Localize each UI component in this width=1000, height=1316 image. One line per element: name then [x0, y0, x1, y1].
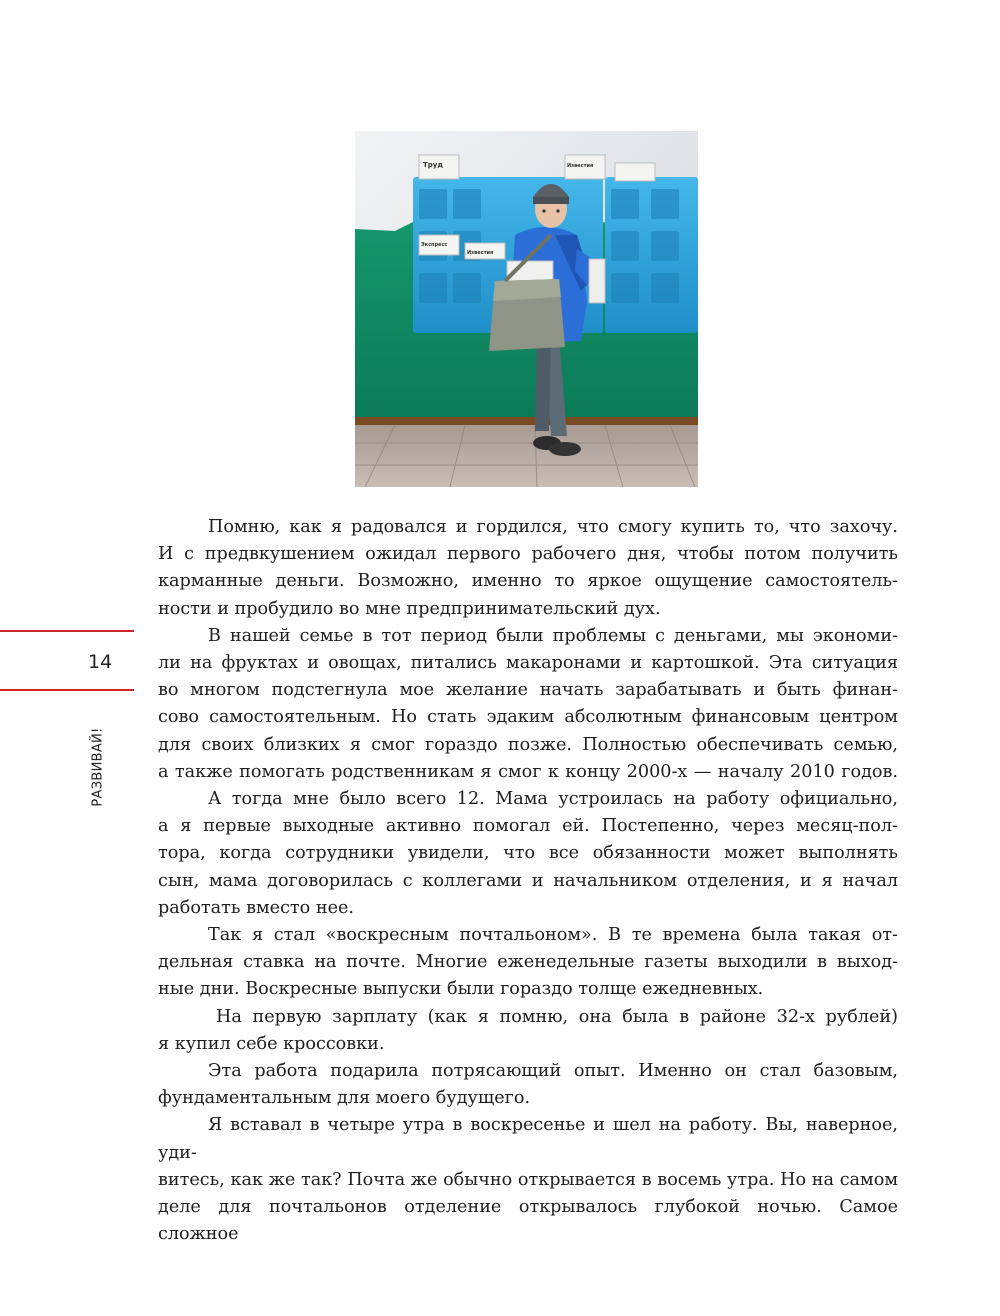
text-line: а я первые выходные активно помогал ей. Постепенно, через месяц-пол-: [158, 816, 898, 837]
text-line: карманные деньги. Возможно, именно то яркое ощущение самостоятель-: [158, 571, 898, 592]
text-line: ные дни. Воскресные выпуски были гораздо толще ежедневных.: [158, 979, 764, 1000]
running-title: РАЗВИВАЙ!: [90, 727, 106, 807]
text-line: Помню, как я радовался и гордился, что смогу купить то, что захочу.: [208, 517, 898, 537]
margin-rule-top: [0, 630, 134, 632]
text-line: тора, когда сотрудники увидели, что все обязанности может выполнять: [158, 843, 898, 864]
mailbox-panel: [605, 177, 698, 333]
text-line: ности и пробудило во мне предпринимательский дух.: [158, 598, 661, 619]
text-line: На первую зарплату (как я помню, она была в районе 32-х рублей): [216, 1006, 898, 1027]
text-line: я купил себе кроссовки.: [158, 1033, 385, 1054]
newspaper-label: Известия: [567, 163, 594, 169]
body-text: [158, 514, 898, 1248]
text-line: деле для почтальонов отделение открывалось глубокой ночью. Самое сложное: [158, 1197, 898, 1245]
illustration: [355, 131, 698, 487]
text-line: сово самостоятельным. Но стать эдаким абсолютным финансовым центром: [158, 707, 898, 728]
text-line: витесь, как же так? Почта же обычно открывается в восемь утра. Но на самом: [158, 1169, 898, 1190]
text-line: А тогда мне было всего 12. Мама устроилась на работу официально,: [208, 789, 898, 810]
text-line: И с предвкушением ожидал первого рабочего дня, чтобы потом получить: [158, 544, 898, 565]
text-line: дельная ставка на почте. Многие еженедельные газеты выходили в выход-: [158, 952, 898, 973]
text-line: Эта работа подарила потрясающий опыт. Именно он стал базовым,: [208, 1061, 898, 1082]
newspaper-label: Известия: [467, 250, 494, 256]
text-line: Я вставал в четыре утра в воскресенье и шел на работу. Вы, наверное, уди-: [158, 1115, 898, 1163]
page-number: 14: [88, 651, 113, 673]
text-line: фундаментальным для моего будущего.: [158, 1088, 531, 1109]
margin-rule-bottom: [0, 689, 134, 691]
text-line: работать вместо нее.: [158, 897, 354, 918]
text-line: ли на фруктах и овощах, питались макаронами и картошкой. Эта ситуация: [158, 653, 898, 674]
text-line: во многом подстегнула мое желание начать зарабатывать и быть финан-: [158, 680, 898, 701]
text-line: а также помогать родственникам я смог к концу 2000-х — началу 2010 годов.: [158, 761, 898, 782]
newspaper-label: Экспресс: [421, 242, 448, 248]
newspaper-label: Труд: [423, 161, 444, 169]
text-line: для своих близких я смог гораздо позже. Полностью обеспечивать семью,: [158, 734, 898, 755]
text-line: сын, мама договорилась с коллегами и начальником отделения, и я начал: [158, 870, 898, 891]
text-line: В нашей семье в тот период были проблемы с деньгами, мы экономи-: [208, 625, 898, 646]
text-line: Так я стал «воскресным почтальоном». В те времена была такая от-: [208, 925, 898, 946]
